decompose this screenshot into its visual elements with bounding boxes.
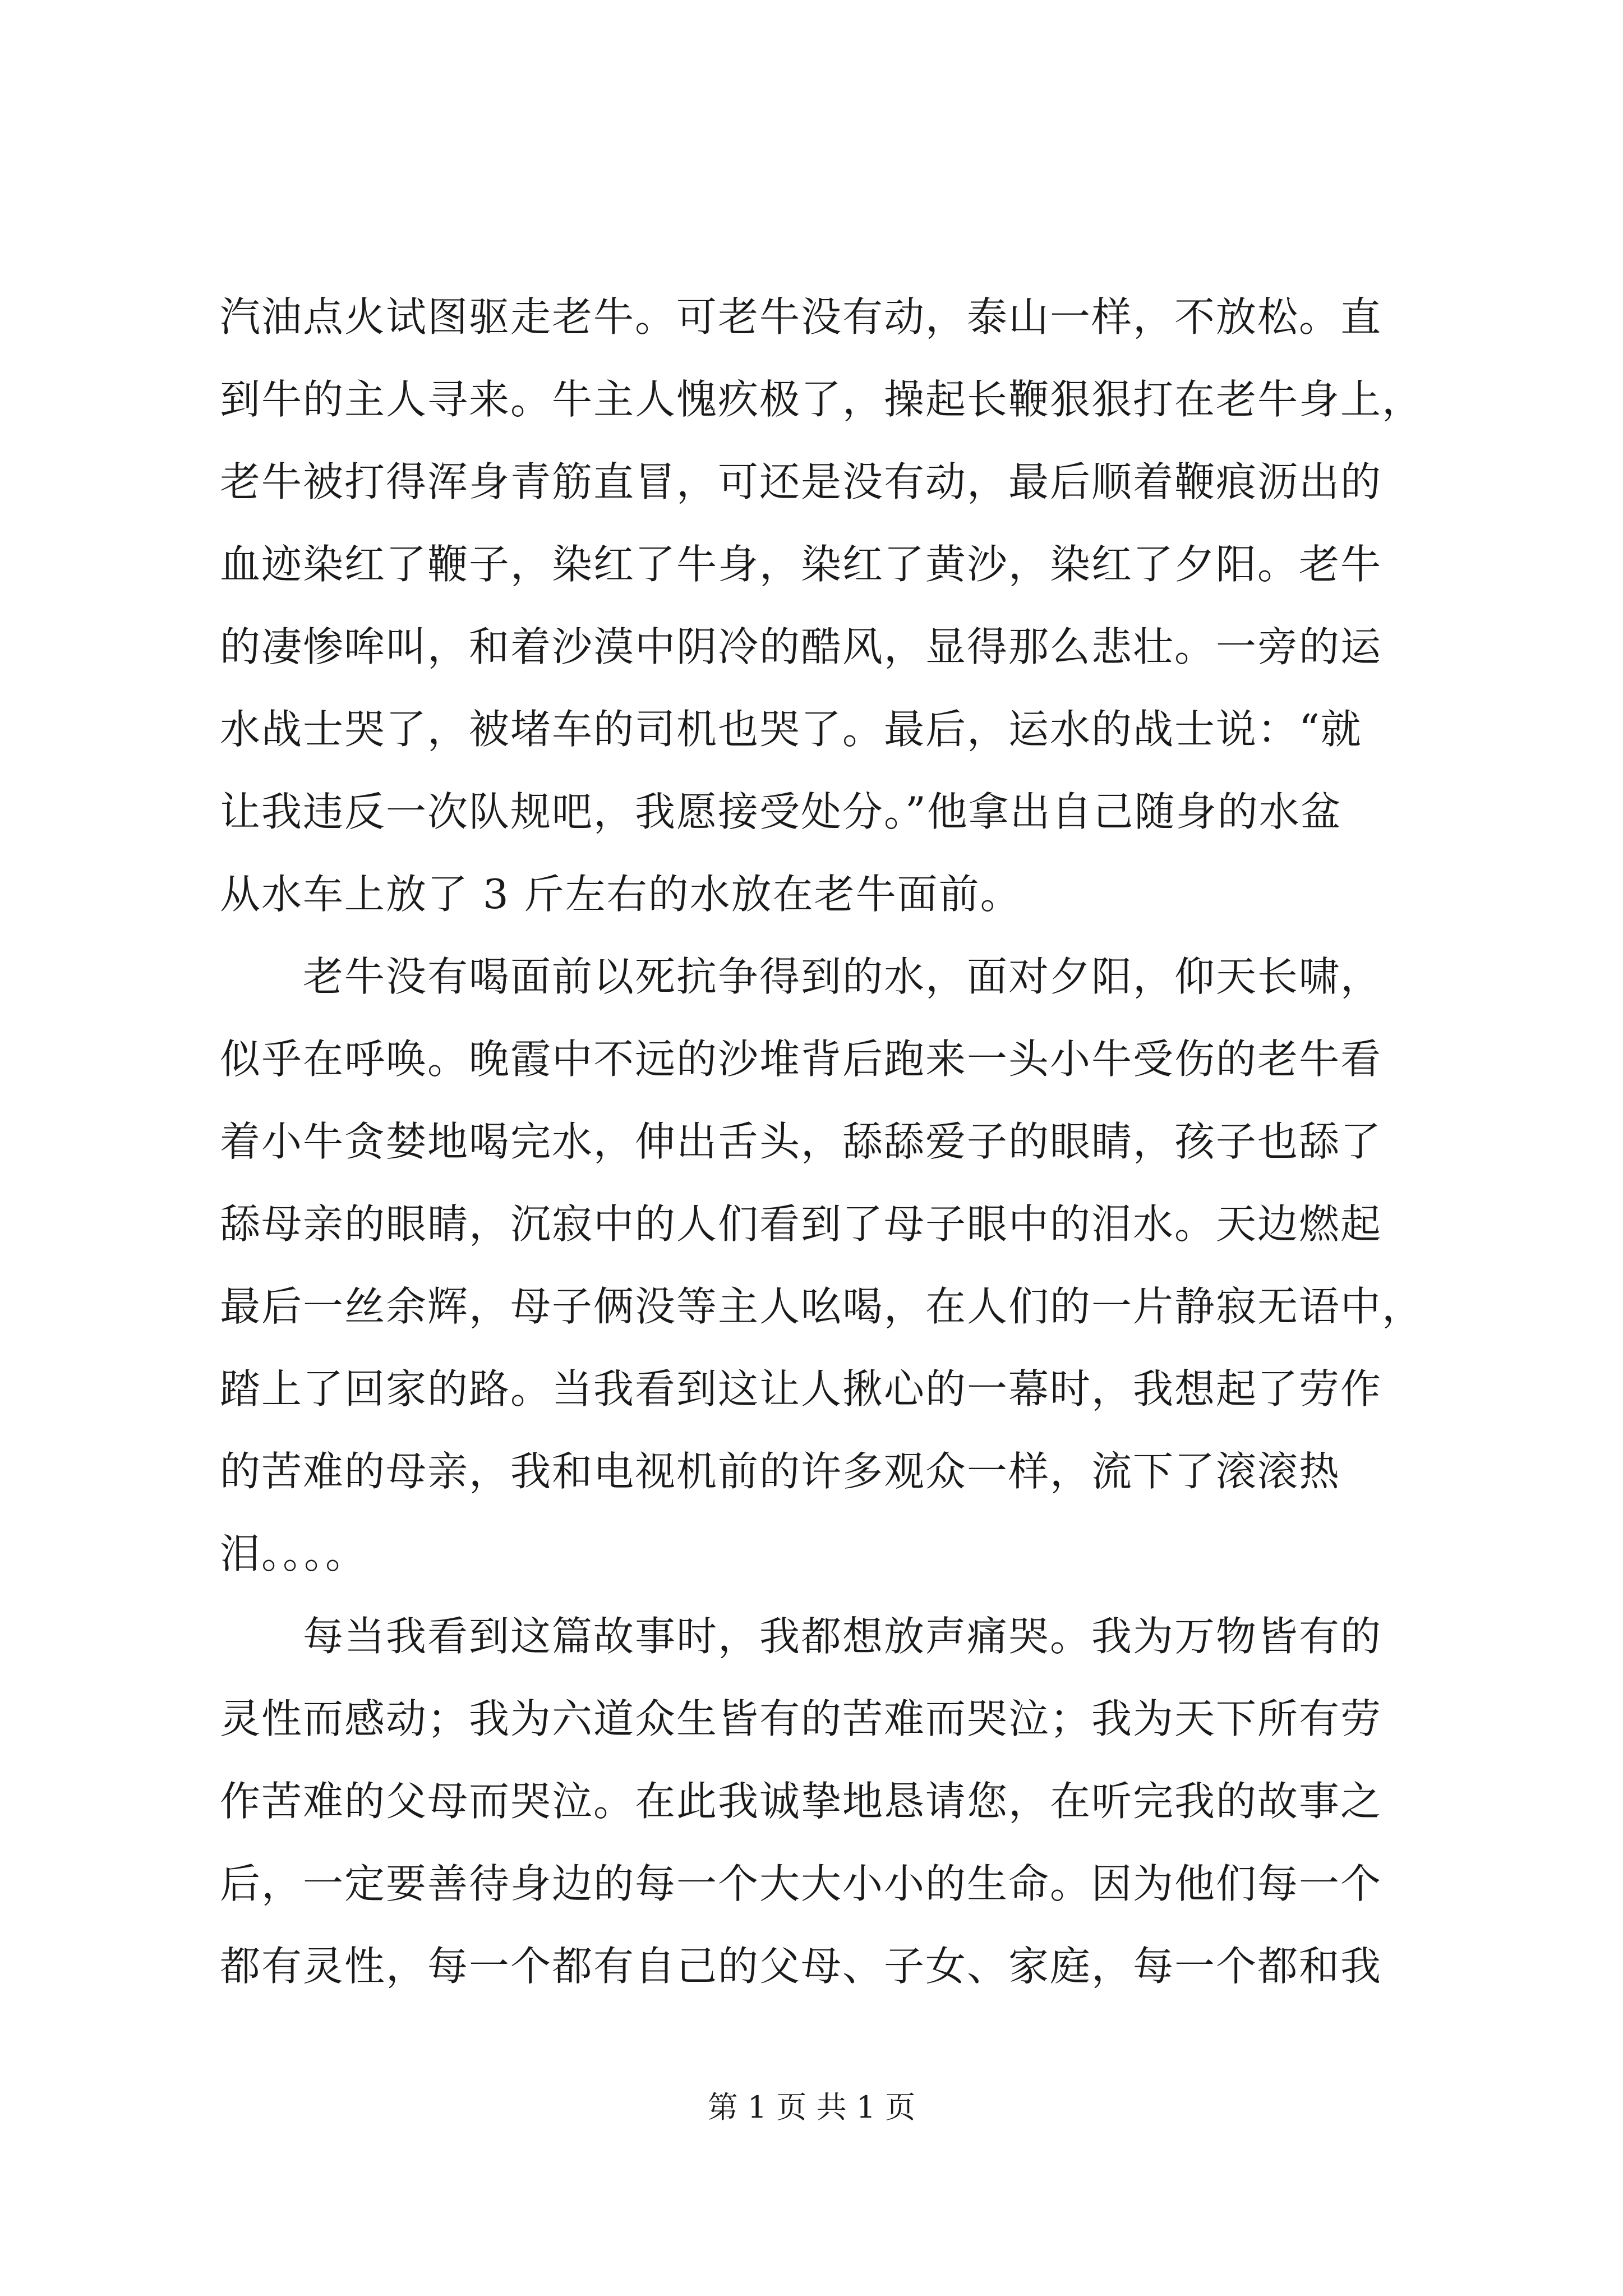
text-line: 后，一定要善待身边的每一个大大小小的生命。因为他们每一个 <box>220 1860 1382 1907</box>
text-line: 汽油点火试图驱走老牛。可老牛没有动，泰山一样，不放松。直 <box>220 293 1382 341</box>
text-line: 都有灵性，每一个都有自己的父母、子女、家庭，每一个都和我 <box>220 1943 1382 1990</box>
text-line: 舔母亲的眼睛，沉寂中的人们看到了母子眼中的泪水。天边燃起 <box>220 1200 1382 1248</box>
text-line: 从水车上放了 3 斤左右的水放在老牛面前。 <box>220 871 1022 918</box>
text-line: 让我违反一次队规吧，我愿接受处分。”他拿出自己随身的水盆 <box>220 788 1342 835</box>
text-line: 着小牛贪婪地喝完水，伸出舌头，舔舔爱子的眼睛，孩子也舔了 <box>220 1118 1382 1165</box>
text-line: 每当我看到这篇故事时，我都想放声痛哭。我为万物皆有的 <box>220 1613 1382 1660</box>
text-line: 的凄惨哞叫，和着沙漠中阴冷的酷风，显得那么悲壮。一旁的运 <box>220 623 1382 670</box>
text-line: 作苦难的父母而哭泣。在此我诚挚地恳请您，在听完我的故事之 <box>220 1778 1382 1825</box>
text-line: 的苦难的母亲，我和电视机前的许多观众一样，流下了滚滚热 <box>220 1448 1341 1495</box>
text-line: 血迹染红了鞭子，染红了牛身，染红了黄沙，染红了夕阳。老牛 <box>220 541 1382 588</box>
text-line: 灵性而感动；我为六道众生皆有的苦难而哭泣；我为天下所有劳 <box>220 1695 1382 1742</box>
body-text <box>220 276 1426 2008</box>
text-line: 最后一丝余辉，母子俩没等主人吆喝，在人们的一片静寂无语中， <box>220 1283 1424 1330</box>
text-line: 似乎在呼唤。晚霞中不远的沙堆背后跑来一头小牛受伤的老牛看 <box>220 1036 1382 1083</box>
text-line: 老牛被打得浑身青筋直冒，可还是没有动，最后顺着鞭痕沥出的 <box>220 458 1382 505</box>
page-footer: 第 1 页 共 1 页 <box>707 2090 916 2125</box>
text-line: 到牛的主人寻来。牛主人愧疚极了，操起长鞭狠狠打在老牛身上， <box>220 376 1424 423</box>
text-line: 踏上了回家的路。当我看到这让人揪心的一幕时，我想起了劳作 <box>220 1365 1382 1412</box>
text-line: 泪。。。。 <box>220 1530 367 1577</box>
text-line: 水战士哭了，被堵车的司机也哭了。最后，运水的战士说：“就 <box>220 706 1362 753</box>
text-line: 老牛没有喝面前以死抗争得到的水，面对夕阳，仰天长啸， <box>220 953 1382 1000</box>
